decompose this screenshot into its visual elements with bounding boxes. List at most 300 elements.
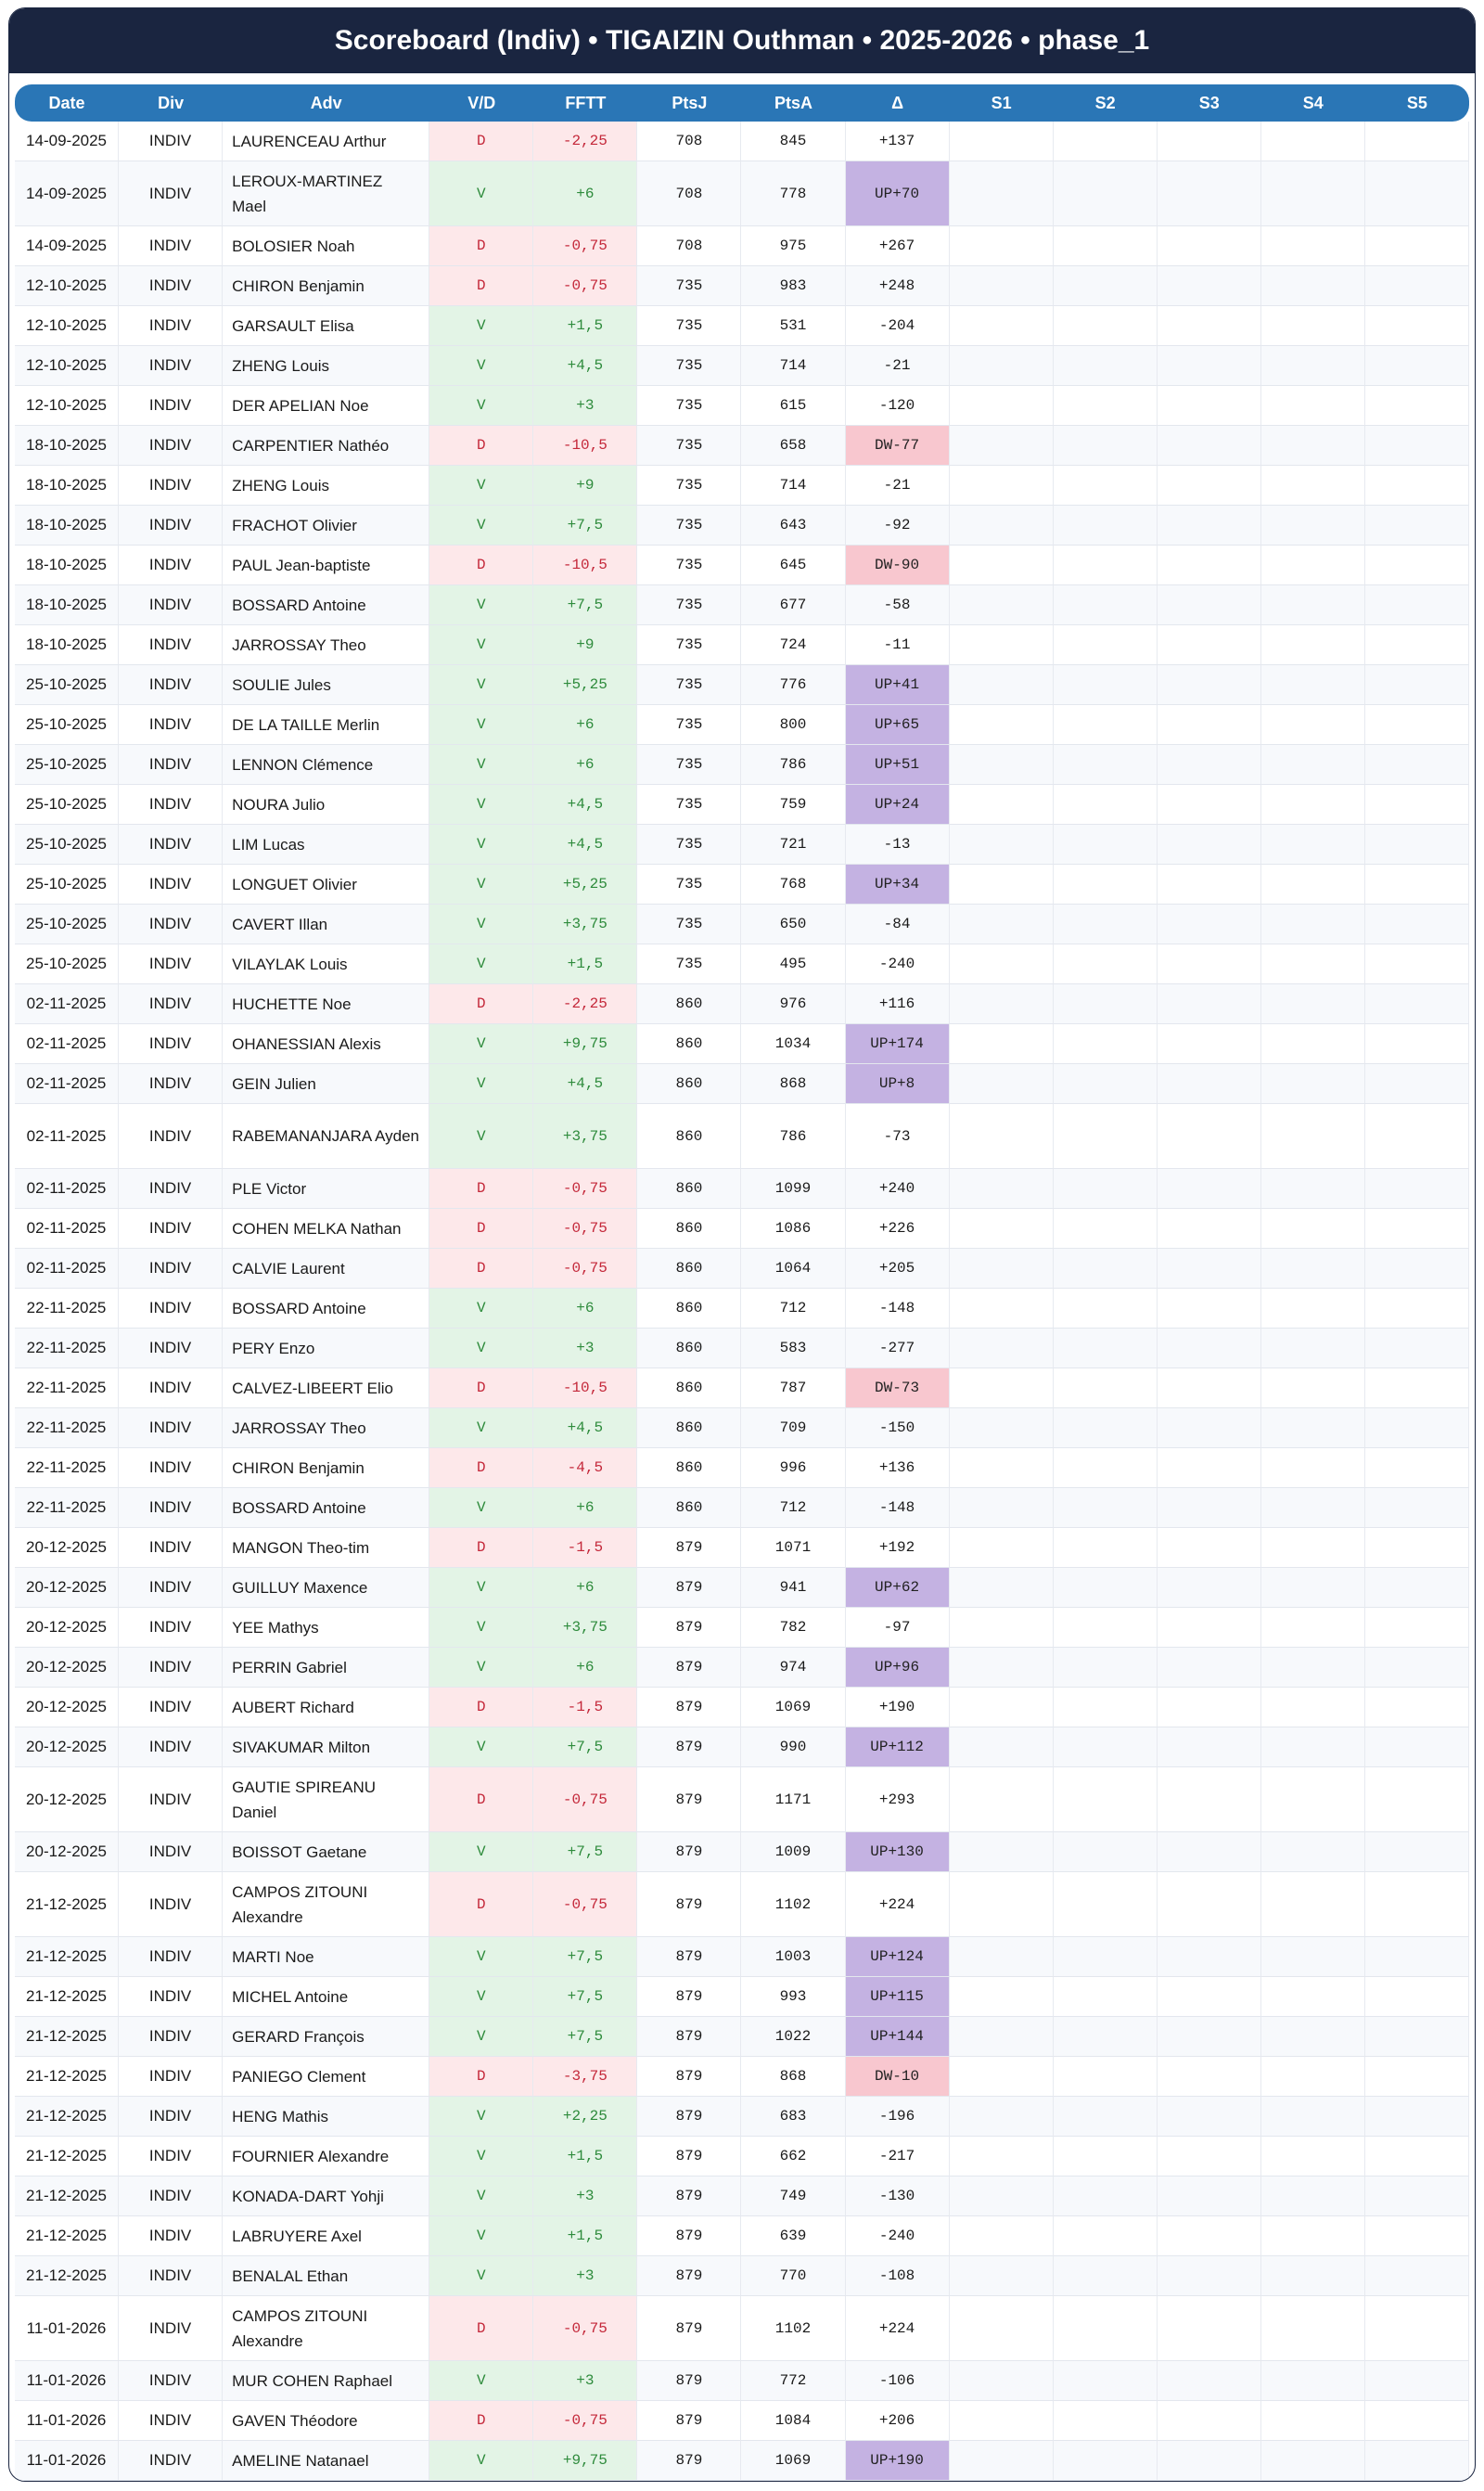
result-cell: D [429, 1448, 533, 1488]
delta-cell: UP+115 [846, 1977, 950, 2017]
fftt-points-cell: +2,25 [533, 2097, 637, 2137]
fftt-points-cell: -0,75 [533, 266, 637, 306]
opponent-cell: BOLOSIER Noah [223, 226, 429, 266]
set-4-cell [1261, 1368, 1365, 1408]
opponent-cell: ZHENG Louis [223, 346, 429, 386]
delta-cell: UP+124 [846, 1937, 950, 1977]
div-cell: INDIV [119, 1608, 223, 1648]
set-1-cell [950, 2137, 1054, 2176]
set-5-cell [1365, 1648, 1469, 1688]
opponent-cell: CAMPOS ZITOUNI Alexandre [223, 1872, 429, 1937]
delta-cell: -21 [846, 466, 950, 506]
set-4-cell [1261, 1249, 1365, 1289]
set-3-cell [1158, 1977, 1261, 2017]
table-row [15, 306, 1469, 346]
delta-cell: -130 [846, 2176, 950, 2216]
table-row [15, 1977, 1469, 2017]
set-2-cell [1054, 386, 1158, 426]
table-row [15, 705, 1469, 745]
opponent-points-cell: 786 [741, 1104, 845, 1169]
set-1-cell [950, 905, 1054, 944]
column-header[interactable]: Δ [846, 84, 950, 122]
player-points-cell: 708 [637, 122, 741, 161]
set-4-cell [1261, 1488, 1365, 1528]
opponent-cell: PLE Victor [223, 1169, 429, 1209]
fftt-points-cell: +7,5 [533, 1832, 637, 1872]
opponent-points-cell: 721 [741, 825, 845, 865]
fftt-points-cell: +4,5 [533, 346, 637, 386]
set-5-cell [1365, 546, 1469, 585]
date-cell: 22-11-2025 [15, 1329, 119, 1368]
set-3-cell [1158, 1727, 1261, 1767]
delta-cell: UP+130 [846, 1832, 950, 1872]
opponent-points-cell: 1102 [741, 1872, 845, 1937]
opponent-points-cell: 677 [741, 585, 845, 625]
date-cell: 12-10-2025 [15, 306, 119, 346]
set-1-cell [950, 2441, 1054, 2481]
column-header[interactable]: FFTT [533, 84, 637, 122]
set-5-cell [1365, 1727, 1469, 1767]
opponent-points-cell: 983 [741, 266, 845, 306]
set-3-cell [1158, 122, 1261, 161]
set-3-cell [1158, 161, 1261, 226]
table-body [15, 122, 1469, 2481]
opponent-points-cell: 974 [741, 1648, 845, 1688]
set-1-cell [950, 386, 1054, 426]
div-cell: INDIV [119, 466, 223, 506]
player-points-cell: 860 [637, 1448, 741, 1488]
set-4-cell [1261, 2097, 1365, 2137]
opponent-points-cell: 1171 [741, 1767, 845, 1832]
set-2-cell [1054, 1104, 1158, 1169]
set-3-cell [1158, 1488, 1261, 1528]
set-1-cell [950, 984, 1054, 1024]
fftt-points-cell: +4,5 [533, 1408, 637, 1448]
set-5-cell [1365, 122, 1469, 161]
date-cell: 20-12-2025 [15, 1727, 119, 1767]
table-row [15, 161, 1469, 226]
set-2-cell [1054, 785, 1158, 825]
result-cell: V [429, 625, 533, 665]
date-cell: 02-11-2025 [15, 984, 119, 1024]
delta-cell: UP+8 [846, 1064, 950, 1104]
player-points-cell: 708 [637, 161, 741, 226]
fftt-points-cell: -0,75 [533, 1209, 637, 1249]
table-row [15, 905, 1469, 944]
set-1-cell [950, 1688, 1054, 1727]
table-row [15, 2216, 1469, 2256]
set-5-cell [1365, 466, 1469, 506]
result-cell: V [429, 665, 533, 705]
column-header[interactable]: PtsA [741, 84, 845, 122]
set-1-cell [950, 1767, 1054, 1832]
opponent-cell: SIVAKUMAR Milton [223, 1727, 429, 1767]
set-3-cell [1158, 585, 1261, 625]
set-3-cell [1158, 625, 1261, 665]
player-points-cell: 879 [637, 2017, 741, 2057]
fftt-points-cell: -4,5 [533, 1448, 637, 1488]
date-cell: 22-11-2025 [15, 1408, 119, 1448]
set-3-cell [1158, 1608, 1261, 1648]
opponent-cell: GUILLUY Maxence [223, 1568, 429, 1608]
opponent-points-cell: 768 [741, 865, 845, 905]
result-cell: D [429, 122, 533, 161]
set-4-cell [1261, 2057, 1365, 2097]
opponent-cell: LONGUET Olivier [223, 865, 429, 905]
fftt-points-cell: +7,5 [533, 585, 637, 625]
set-5-cell [1365, 2017, 1469, 2057]
div-cell: INDIV [119, 226, 223, 266]
set-4-cell [1261, 1568, 1365, 1608]
result-cell: V [429, 306, 533, 346]
opponent-points-cell: 639 [741, 2216, 845, 2256]
opponent-cell: VILAYLAK Louis [223, 944, 429, 984]
set-2-cell [1054, 1727, 1158, 1767]
set-3-cell [1158, 2401, 1261, 2441]
result-cell: V [429, 2441, 533, 2481]
delta-cell: +116 [846, 984, 950, 1024]
div-cell: INDIV [119, 1408, 223, 1448]
column-header[interactable]: S4 [1261, 84, 1365, 122]
date-cell: 25-10-2025 [15, 785, 119, 825]
player-points-cell: 860 [637, 1064, 741, 1104]
fftt-points-cell: +9,75 [533, 2441, 637, 2481]
set-1-cell [950, 625, 1054, 665]
set-4-cell [1261, 1608, 1365, 1648]
table-row [15, 1688, 1469, 1727]
set-1-cell [950, 1024, 1054, 1064]
opponent-cell: KONADA-DART Yohji [223, 2176, 429, 2216]
set-2-cell [1054, 1209, 1158, 1249]
player-points-cell: 879 [637, 1727, 741, 1767]
fftt-points-cell: +3 [533, 2176, 637, 2216]
delta-cell: -196 [846, 2097, 950, 2137]
set-4-cell [1261, 1209, 1365, 1249]
date-cell: 02-11-2025 [15, 1169, 119, 1209]
player-points-cell: 860 [637, 1169, 741, 1209]
column-header[interactable]: S2 [1054, 84, 1158, 122]
result-cell: D [429, 2057, 533, 2097]
table-row [15, 226, 1469, 266]
date-cell: 02-11-2025 [15, 1064, 119, 1104]
opponent-cell: MARTI Noe [223, 1937, 429, 1977]
set-2-cell [1054, 122, 1158, 161]
set-3-cell [1158, 346, 1261, 386]
table-row [15, 2137, 1469, 2176]
date-cell: 21-12-2025 [15, 1937, 119, 1977]
set-4-cell [1261, 1688, 1365, 1727]
set-2-cell [1054, 1832, 1158, 1872]
fftt-points-cell: +1,5 [533, 2216, 637, 2256]
date-cell: 22-11-2025 [15, 1488, 119, 1528]
set-4-cell [1261, 1977, 1365, 2017]
player-points-cell: 879 [637, 2441, 741, 2481]
date-cell: 02-11-2025 [15, 1209, 119, 1249]
div-cell: INDIV [119, 825, 223, 865]
fftt-points-cell: -10,5 [533, 1368, 637, 1408]
date-cell: 20-12-2025 [15, 1608, 119, 1648]
set-3-cell [1158, 1528, 1261, 1568]
opponent-points-cell: 712 [741, 1488, 845, 1528]
fftt-points-cell: +1,5 [533, 306, 637, 346]
fftt-points-cell: +6 [533, 1568, 637, 1608]
player-points-cell: 879 [637, 2256, 741, 2296]
fftt-points-cell: +6 [533, 161, 637, 226]
date-cell: 12-10-2025 [15, 266, 119, 306]
set-4-cell [1261, 1289, 1365, 1329]
table-row [15, 1832, 1469, 1872]
table-row [15, 2256, 1469, 2296]
set-2-cell [1054, 905, 1158, 944]
set-2-cell [1054, 745, 1158, 785]
result-cell: D [429, 1368, 533, 1408]
set-4-cell [1261, 1448, 1365, 1488]
player-points-cell: 735 [637, 944, 741, 984]
div-cell: INDIV [119, 1937, 223, 1977]
set-2-cell [1054, 1249, 1158, 1289]
column-header[interactable]: PtsJ [637, 84, 741, 122]
set-3-cell [1158, 2296, 1261, 2361]
table-row [15, 1727, 1469, 1767]
fftt-points-cell: +6 [533, 1488, 637, 1528]
delta-cell: +226 [846, 1209, 950, 1249]
opponent-cell: BOSSARD Antoine [223, 1289, 429, 1329]
table-row [15, 2057, 1469, 2097]
column-header[interactable]: S3 [1158, 84, 1261, 122]
opponent-cell: HENG Mathis [223, 2097, 429, 2137]
opponent-cell: CHIRON Benjamin [223, 266, 429, 306]
set-1-cell [950, 2216, 1054, 2256]
player-points-cell: 735 [637, 665, 741, 705]
set-3-cell [1158, 1408, 1261, 1448]
set-5-cell [1365, 161, 1469, 226]
player-points-cell: 879 [637, 1832, 741, 1872]
column-header[interactable]: Adv [223, 84, 429, 122]
set-5-cell [1365, 1767, 1469, 1832]
set-5-cell [1365, 1104, 1469, 1169]
set-3-cell [1158, 2256, 1261, 2296]
set-5-cell [1365, 1289, 1469, 1329]
delta-cell: -240 [846, 944, 950, 984]
date-cell: 18-10-2025 [15, 546, 119, 585]
opponent-cell: PERRIN Gabriel [223, 1648, 429, 1688]
opponent-points-cell: 714 [741, 466, 845, 506]
delta-cell: +137 [846, 122, 950, 161]
set-2-cell [1054, 1169, 1158, 1209]
player-points-cell: 735 [637, 625, 741, 665]
set-4-cell [1261, 226, 1365, 266]
set-5-cell [1365, 2256, 1469, 2296]
date-cell: 21-12-2025 [15, 2097, 119, 2137]
date-cell: 18-10-2025 [15, 466, 119, 506]
set-2-cell [1054, 2401, 1158, 2441]
div-cell: INDIV [119, 2137, 223, 2176]
div-cell: INDIV [119, 944, 223, 984]
table-row [15, 1368, 1469, 1408]
set-2-cell [1054, 1528, 1158, 1568]
set-2-cell [1054, 1977, 1158, 2017]
result-cell: V [429, 2017, 533, 2057]
set-5-cell [1365, 705, 1469, 745]
table-row [15, 122, 1469, 161]
opponent-points-cell: 650 [741, 905, 845, 944]
fftt-points-cell: -2,25 [533, 122, 637, 161]
delta-cell: -150 [846, 1408, 950, 1448]
set-2-cell [1054, 1767, 1158, 1832]
set-5-cell [1365, 2216, 1469, 2256]
set-4-cell [1261, 546, 1365, 585]
fftt-points-cell: -1,5 [533, 1688, 637, 1727]
fftt-points-cell: +6 [533, 1648, 637, 1688]
set-1-cell [950, 825, 1054, 865]
div-cell: INDIV [119, 161, 223, 226]
set-4-cell [1261, 1169, 1365, 1209]
set-5-cell [1365, 984, 1469, 1024]
set-2-cell [1054, 705, 1158, 745]
set-2-cell [1054, 1024, 1158, 1064]
set-3-cell [1158, 466, 1261, 506]
date-cell: 20-12-2025 [15, 1648, 119, 1688]
set-4-cell [1261, 984, 1365, 1024]
player-points-cell: 708 [637, 226, 741, 266]
div-cell: INDIV [119, 905, 223, 944]
column-header[interactable]: S1 [950, 84, 1054, 122]
delta-cell: -13 [846, 825, 950, 865]
set-4-cell [1261, 665, 1365, 705]
table-row [15, 1872, 1469, 1937]
result-cell: V [429, 466, 533, 506]
set-1-cell [950, 1209, 1054, 1249]
opponent-points-cell: 786 [741, 745, 845, 785]
div-cell: INDIV [119, 1169, 223, 1209]
opponent-cell: BENALAL Ethan [223, 2256, 429, 2296]
opponent-cell: COHEN MELKA Nathan [223, 1209, 429, 1249]
delta-cell: -21 [846, 346, 950, 386]
table-row [15, 1408, 1469, 1448]
set-5-cell [1365, 1064, 1469, 1104]
result-cell: V [429, 1329, 533, 1368]
set-1-cell [950, 266, 1054, 306]
opponent-cell: AUBERT Richard [223, 1688, 429, 1727]
fftt-points-cell: -0,75 [533, 2401, 637, 2441]
opponent-cell: LENNON Clémence [223, 745, 429, 785]
column-header[interactable]: S5 [1365, 84, 1469, 122]
table-row [15, 506, 1469, 546]
set-5-cell [1365, 346, 1469, 386]
set-3-cell [1158, 745, 1261, 785]
player-points-cell: 879 [637, 1648, 741, 1688]
date-cell: 02-11-2025 [15, 1249, 119, 1289]
player-points-cell: 860 [637, 1408, 741, 1448]
delta-cell: DW-77 [846, 426, 950, 466]
set-1-cell [950, 2057, 1054, 2097]
delta-cell: UP+41 [846, 665, 950, 705]
set-4-cell [1261, 122, 1365, 161]
table-row [15, 1169, 1469, 1209]
column-header[interactable]: Div [119, 84, 223, 122]
result-cell: V [429, 745, 533, 785]
set-4-cell [1261, 346, 1365, 386]
result-cell: D [429, 984, 533, 1024]
column-header[interactable]: Date [15, 84, 119, 122]
set-3-cell [1158, 1249, 1261, 1289]
opponent-points-cell: 1022 [741, 2017, 845, 2057]
set-2-cell [1054, 2097, 1158, 2137]
player-points-cell: 879 [637, 2137, 741, 2176]
opponent-cell: GERARD François [223, 2017, 429, 2057]
result-cell: V [429, 1104, 533, 1169]
table-row [15, 2017, 1469, 2057]
div-cell: INDIV [119, 2296, 223, 2361]
opponent-points-cell: 645 [741, 546, 845, 585]
column-header[interactable]: V/D [429, 84, 533, 122]
delta-cell: +206 [846, 2401, 950, 2441]
set-3-cell [1158, 1648, 1261, 1688]
opponent-points-cell: 724 [741, 625, 845, 665]
set-2-cell [1054, 2057, 1158, 2097]
result-cell: D [429, 1688, 533, 1727]
opponent-cell: ZHENG Louis [223, 466, 429, 506]
set-2-cell [1054, 161, 1158, 226]
set-5-cell [1365, 1209, 1469, 1249]
opponent-points-cell: 714 [741, 346, 845, 386]
set-3-cell [1158, 546, 1261, 585]
set-1-cell [950, 1448, 1054, 1488]
div-cell: INDIV [119, 2361, 223, 2401]
table-row [15, 2441, 1469, 2481]
delta-cell: DW-90 [846, 546, 950, 585]
set-5-cell [1365, 1832, 1469, 1872]
table-row [15, 1249, 1469, 1289]
set-5-cell [1365, 2441, 1469, 2481]
opponent-cell: DER APELIAN Noe [223, 386, 429, 426]
set-3-cell [1158, 2097, 1261, 2137]
set-1-cell [950, 2361, 1054, 2401]
date-cell: 22-11-2025 [15, 1289, 119, 1329]
delta-cell: -106 [846, 2361, 950, 2401]
div-cell: INDIV [119, 1104, 223, 1169]
set-2-cell [1054, 825, 1158, 865]
scoreboard-table [15, 84, 1469, 2481]
set-2-cell [1054, 346, 1158, 386]
table-row [15, 2401, 1469, 2441]
fftt-points-cell: +6 [533, 745, 637, 785]
set-3-cell [1158, 2176, 1261, 2216]
player-points-cell: 879 [637, 1688, 741, 1727]
set-1-cell [950, 122, 1054, 161]
set-5-cell [1365, 1408, 1469, 1448]
delta-cell: -277 [846, 1329, 950, 1368]
opponent-points-cell: 709 [741, 1408, 845, 1448]
fftt-points-cell: +7,5 [533, 506, 637, 546]
date-cell: 14-09-2025 [15, 226, 119, 266]
set-2-cell [1054, 984, 1158, 1024]
player-points-cell: 879 [637, 1767, 741, 1832]
table-row [15, 865, 1469, 905]
date-cell: 21-12-2025 [15, 1977, 119, 2017]
div-cell: INDIV [119, 426, 223, 466]
result-cell: V [429, 1568, 533, 1608]
set-1-cell [950, 1329, 1054, 1368]
opponent-cell: BOSSARD Antoine [223, 585, 429, 625]
set-5-cell [1365, 1568, 1469, 1608]
table-row [15, 745, 1469, 785]
set-1-cell [950, 2401, 1054, 2441]
div-cell: INDIV [119, 1568, 223, 1608]
date-cell: 20-12-2025 [15, 1528, 119, 1568]
set-3-cell [1158, 1368, 1261, 1408]
delta-cell: DW-10 [846, 2057, 950, 2097]
